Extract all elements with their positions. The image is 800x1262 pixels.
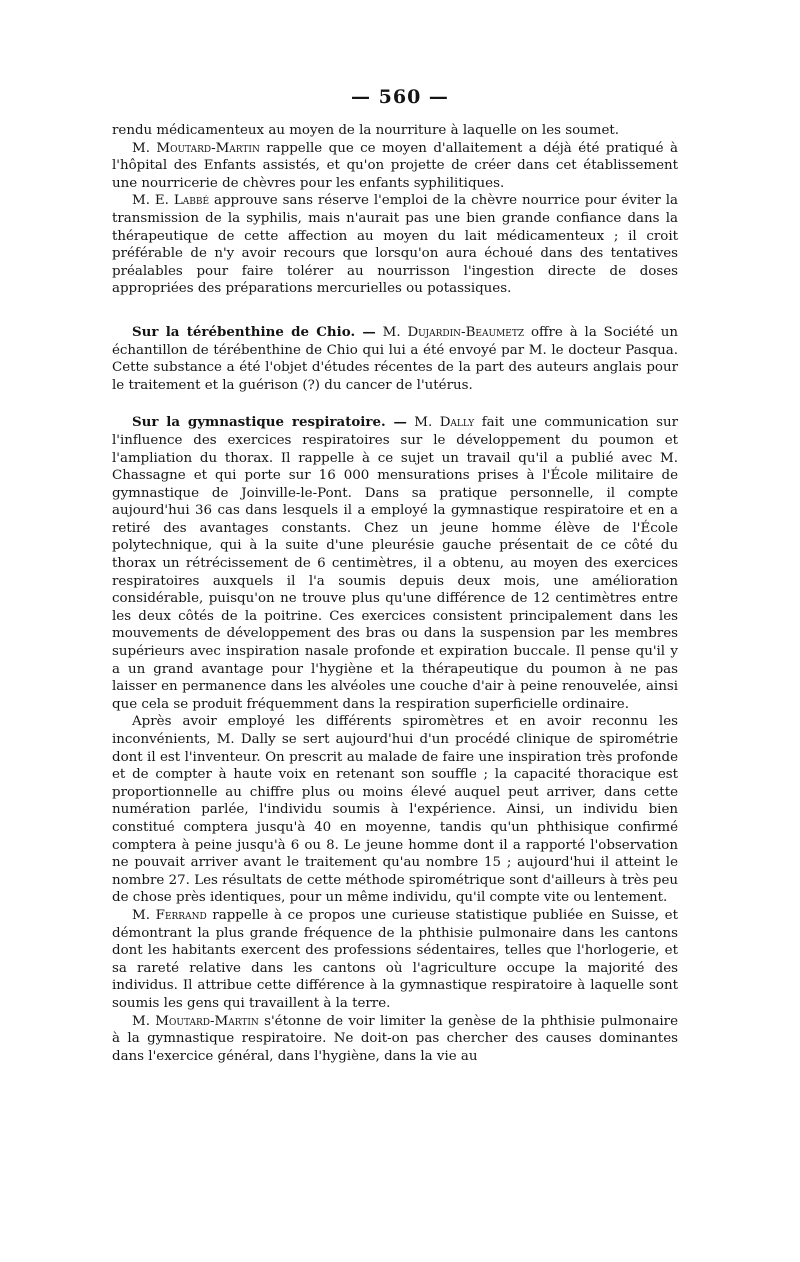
- paragraph-text: fait une communication sur l'influence des exercices respiratoires sur le développement du poumon et l'ampliation du thorax. Il rappelle à ce sujet un travail qu'il a publié avec M. Chassagne et qui porte sur 16 000 mensurations prises à l'École militaire de gymnastique de Joinville-le-Pont. Dans sa pratique personnelle, il compte aujourd'hui 36 cas dans lesquels il a employé la gymnastique respiratoire et en a retiré des avantages constants. Chez un jeune homme élève de l'École polytechnique, qui à la suite d'une pleurésie gauche présentait de ce côté du thorax un rétrécissement de 6 centimètres, il a obtenu, au moyen des exercices respiratoires auxquels il l'a soumis depuis deux mois, une amélioration considérable, puisqu'on ne trouve plus qu'une différence de 12 centimètres entre les deux côtés de la poitrine. Ces exercices consistent principalement dans les mouvements de développement des bras ou dans la suspension par les membres supérieurs avec inspiration nasale profonde et expiration buccale. Il pense qu'il y a un grand avantage pour l'hygiène et la thérapeutique du poumon à ne pas laisser en permanence dans les alvéoles une couche d'air à peine renouvelée, ainsi que cela se produit fréquemment dans la respiration superficielle ordinaire.: [112, 415, 678, 712]
- paragraph-labbe: [112, 192, 678, 298]
- paragraph-moutard-martin-1: [112, 140, 678, 193]
- paragraph-text: rappelle à ce propos une curieuse statistique publiée en Suisse, et démontrant la plus grande fréquence de la phthisie pulmonaire dans les cantons dont les habitants exercent des professions sédentaires, telles que l'horlogerie, et sa rareté relative dans les cantons où l'agriculture occupe la majorité des individus. Il attribue cette différence à la gymnastique respiratoire à laquelle sont soumis les gens qui travaillent à la terre.: [112, 907, 678, 1011]
- section-title: Sur la térébenthine de Chio. —: [132, 323, 376, 340]
- paragraph-continuation: [112, 122, 678, 140]
- paragraph-text: rappelle que ce moyen d'allaitement a déjà été pratiqué à l'hôpital des Enfants assistés, et qu'on projette de créer dans cet établissement une nourricerie de chèvres pour les enfants syphilitiques.: [112, 140, 679, 191]
- speaker-name: M. E. Labbé: [132, 193, 210, 209]
- paragraph-text: s'étonne de voir limiter la genèse de la phthisie pulmonaire à la gymnastique respiratoire. Ne doit-on pas chercher des causes dominantes dans l'exercice général, dans l'hygiène, dans la vie au: [112, 1013, 679, 1064]
- document-body: [112, 84, 678, 1065]
- paragraph-text: approuve sans réserve l'emploi de la chèvre nourrice pour éviter la transmission de la syphilis, mais n'aurait pas une bien grande confiance dans la thérapeutique de cette affection au moyen du lait médicamenteux ; il croit préférable de n'y avoir recours que lorsqu'on aura échoué dans des tentatives préalables pour faire tolérer au nourrisson l'ingestion directe de doses appropriées des préparations mercurielles ou potassiques.: [112, 193, 678, 297]
- page-number: — 560 —: [351, 86, 449, 108]
- paragraph-text: Après avoir employé les différents spiromètres et en avoir reconnu les inconvénients, M. Dally se sert aujourd'hui d'un procédé clinique de spirométrie dont il est l'inventeur. On prescrit au malade de faire une inspiration très profonde et de compter à haute voix en retenant son souffle ; la capacité thoracique est proportionnelle au chiffre plus ou moins élevé auquel peut arriver, dans cette numération parlée, l'individu soumis à l'expérience. Ainsi, un individu bien constitué comptera jusqu'à 40 en moyenne, tandis qu'un phthisique confirmé comptera à peine jusqu'à 6 ou 8. Le jeune homme dont il a rapporté l'observation ne pouvait arriver avant le traitement qu'au nombre 15 ; aujourd'hui il atteint le nombre 27. Les résultats de cette méthode spirométrique sont d'ailleurs à très peu de chose près identiques, pour un même individu, qu'il compte vite ou lentement.: [112, 714, 678, 906]
- speaker-name: M. Ferrand: [132, 907, 207, 923]
- speaker-name: M. Moutard-Martin: [132, 140, 260, 156]
- paragraph-moutard-martin-2: [112, 1013, 678, 1066]
- section-gymnastique: [112, 414, 678, 713]
- paragraph-text: offre à la Société un échantillon de térébenthine de Chio qui lui a été envoyé par M. le docteur Pasqua. Cette substance a été l'objet d'études récentes de la part des auteurs anglais pour le traitement et la guérison (?) du cancer de l'utérus.: [112, 324, 678, 393]
- paragraph-text: rendu médicamenteux au moyen de la nourriture à laquelle on les soumet.: [112, 123, 620, 138]
- speaker-name: M. Moutard-Martin: [132, 1013, 259, 1029]
- speaker-name: M. Dujardin-Beaumetz: [382, 324, 525, 340]
- paragraph-ferrand: [112, 907, 678, 1013]
- speaker-name: M. Dally: [414, 415, 475, 431]
- section-terebenthine: [112, 324, 678, 394]
- paragraph-spirometrie: [112, 713, 678, 907]
- section-title: Sur la gymnastique respiratoire. —: [132, 414, 407, 431]
